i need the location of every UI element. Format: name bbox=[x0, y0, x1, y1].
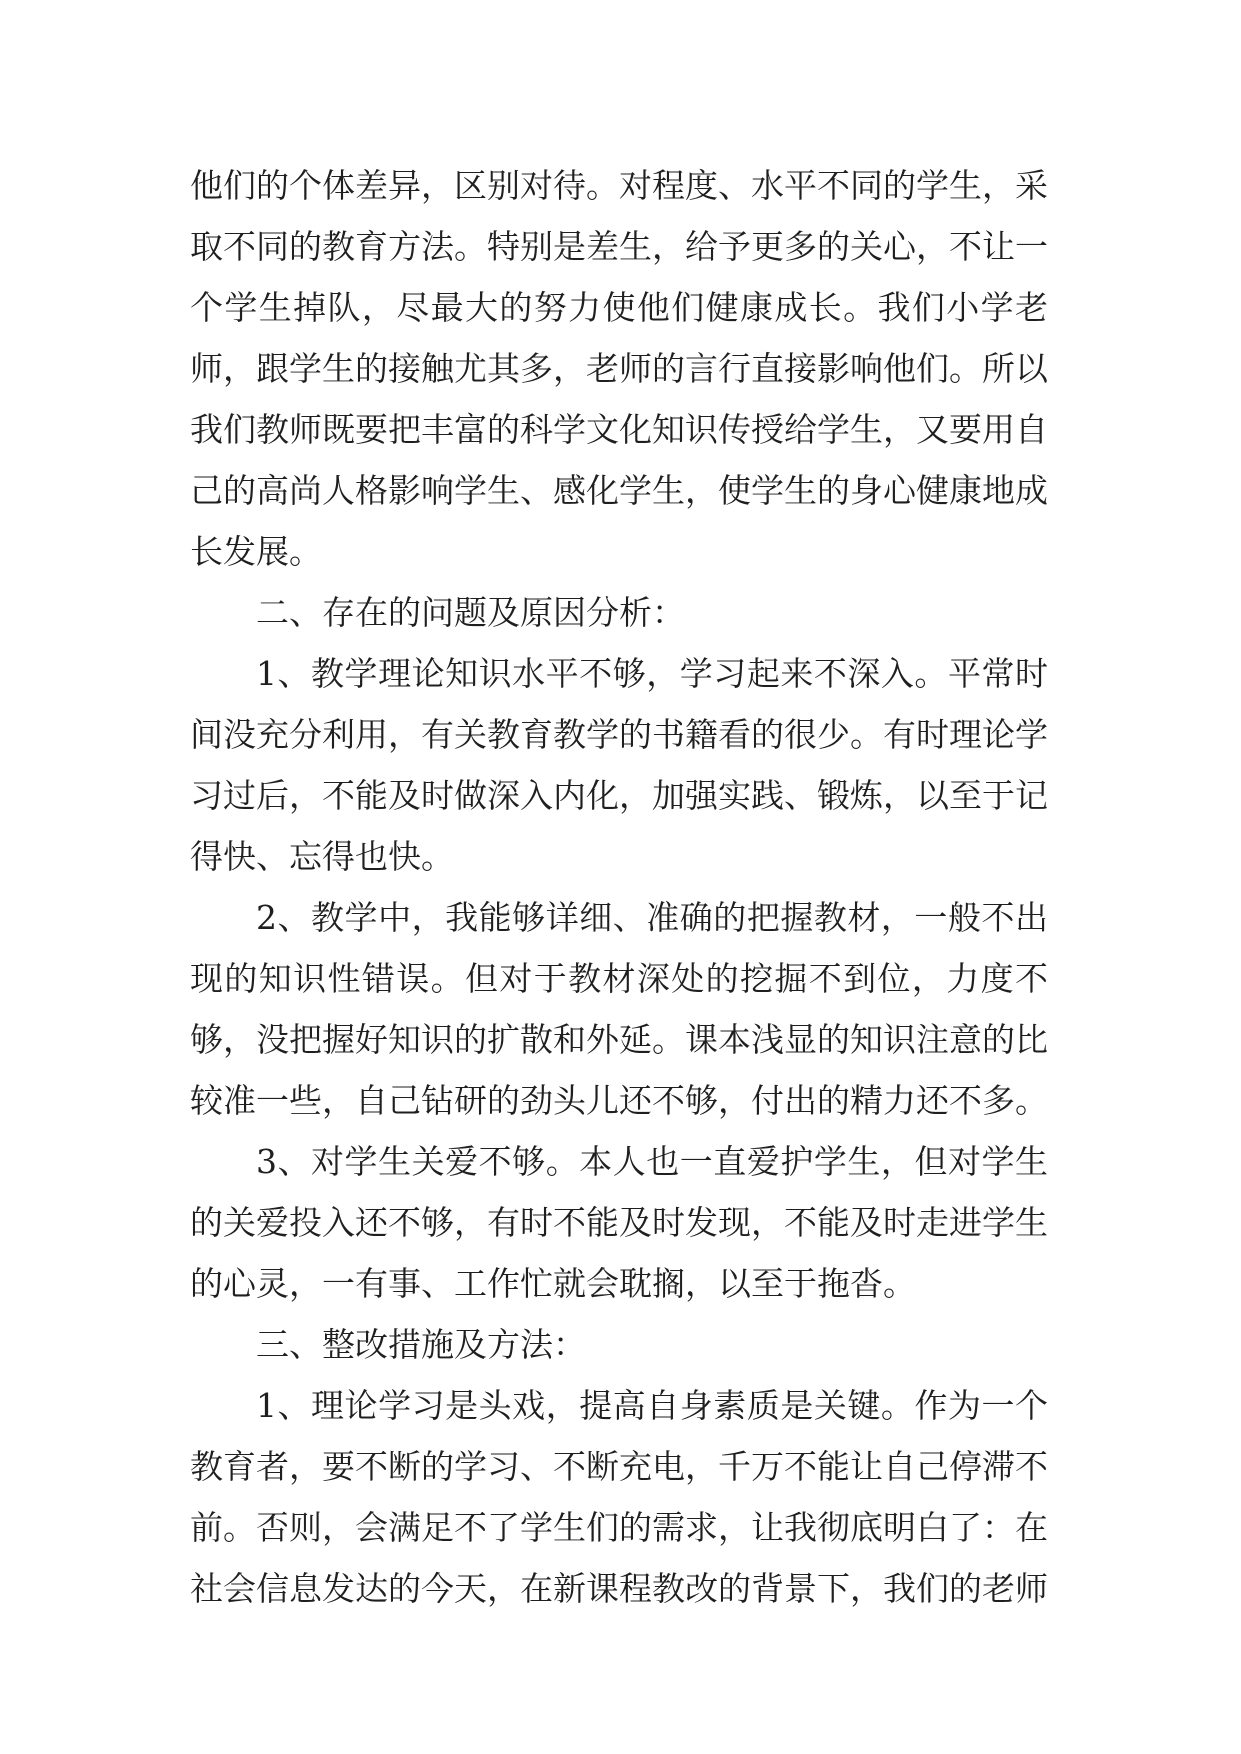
paragraph-problem-1: 1、教学理论知识水平不够，学习起来不深入。平常时间没充分利用，有关教育教学的书籍看的很少。有时理论学习过后，不能及时做深入内化，加强实践、锻炼，以至于记得快、忘得也快。 bbox=[190, 654, 1048, 876]
paragraph-continued: 他们的个体差异，区别对待。对程度、水平不同的学生，采取不同的教育方法。特别是差生，给予更多的关心，不让一个学生掉队，尽最大的努力使他们健康成长。我们小学老师，跟学生的接触尤其多，老师的言行直接影响他们。所以我们教师既要把丰富的科学文化知识传授给学生，又要用自己的高尚人格影响学生、感化学生，使学生的身心健康地成长发展。 bbox=[190, 166, 1048, 571]
section-heading-problems: 二、存在的问题及原因分析： bbox=[256, 593, 685, 632]
paragraph-problem-2: 2、教学中，我能够详细、准确的把握教材，一般不出现的知识性错误。但对于教材深处的挖掘不到位，力度不够，没把握好知识的扩散和外延。课本浅显的知识注意的比较准一些，自己钻研的劲头儿还不够，付出的精力还不多。 bbox=[190, 898, 1048, 1120]
body-text bbox=[190, 155, 1048, 1619]
paragraph-measure-1: 1、理论学习是头戏，提高自身素质是关键。作为一个教育者，要不断的学习、不断充电，千万不能让自己停滞不前。否则，会满足不了学生们的需求，让我彻底明白了：在社会信息发达的今天，在新课程教改的背景下，我们的老师 bbox=[190, 1386, 1048, 1608]
section-heading-measures: 三、整改措施及方法： bbox=[256, 1325, 586, 1364]
paragraph-problem-3: 3、对学生关爱不够。本人也一直爱护学生，但对学生的关爱投入还不够，有时不能及时发现，不能及时走进学生的心灵，一有事、工作忙就会耽搁，以至于拖沓。 bbox=[190, 1142, 1048, 1303]
